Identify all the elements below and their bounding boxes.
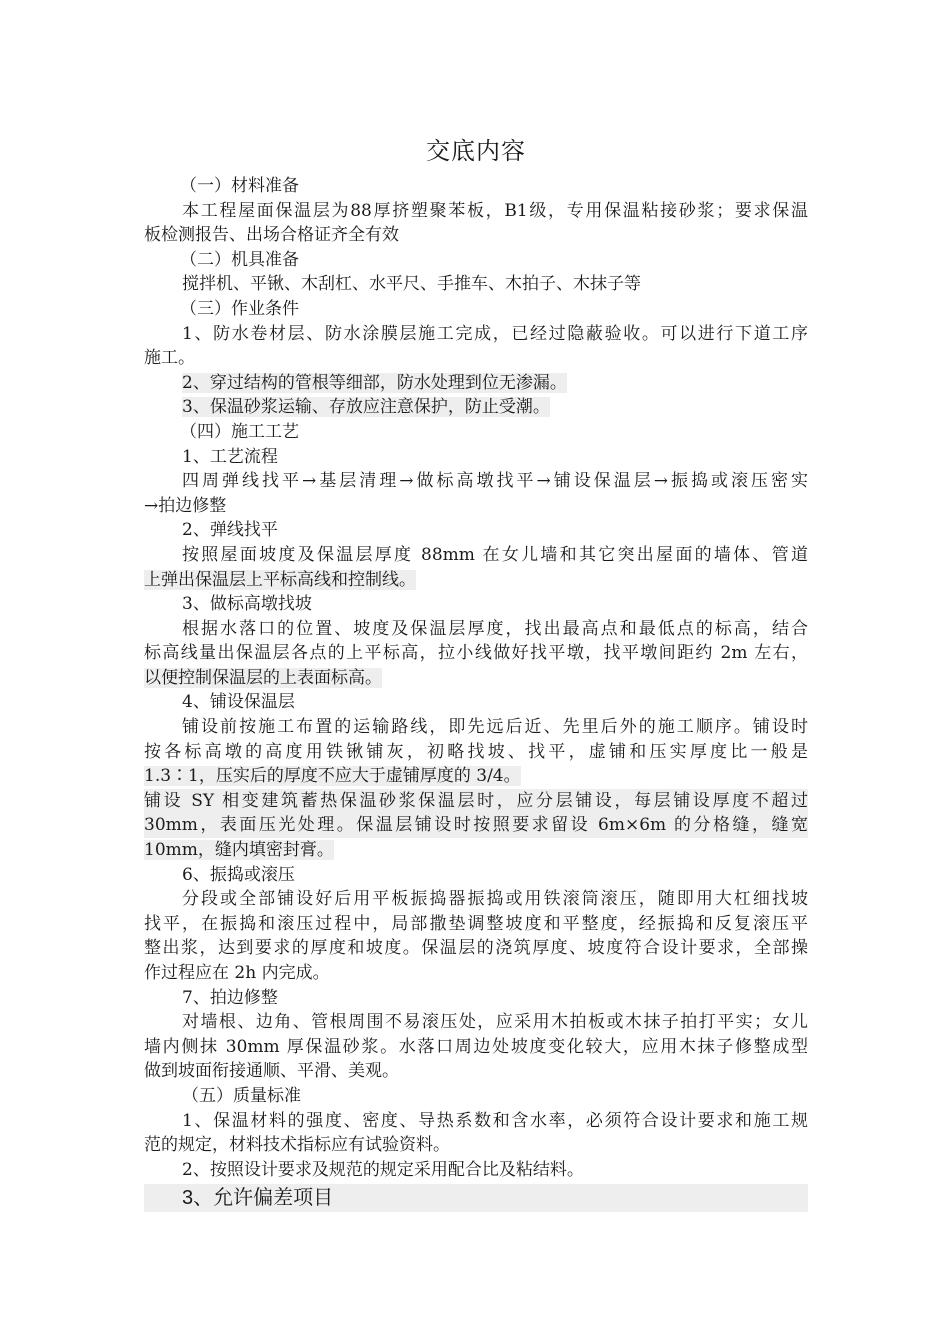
highlighted-text: 10mm，缝内填密封膏。 (144, 840, 334, 861)
subheading: 4、铺设保温层 (182, 692, 295, 713)
paragraph-line: 按各标高墩的高度用铁锹铺灰，初略找坡、找平，虚铺和压实厚度比一般是 (144, 741, 808, 762)
highlighted-text: 以便控制保温层的上表面标高。 (144, 667, 382, 688)
subheading: 7、拍边修整 (182, 987, 278, 1008)
paragraph-line: 整出浆，达到要求的厚度和坡度。保温层的浇筑厚度、坡度符合设计要求，全部操 (144, 938, 808, 959)
section-heading-conditions: （三）作业条件 (180, 298, 299, 319)
paragraph-line: 1、防水卷材层、防水涂膜层施工完成，已经过隐蔽验收。可以进行下道工序 (182, 323, 808, 344)
paragraph-line: 找平，在振捣和滚压过程中，局部撒垫调整坡度和平整度，经振捣和反复滚压平 (144, 913, 808, 934)
document-body (144, 130, 808, 1212)
paragraph-line (144, 666, 808, 691)
paragraph-line: 根据水落口的位置、坡度及保温层厚度，找出最高点和最低点的标高，结合 (182, 618, 808, 639)
paragraph-line (144, 838, 808, 863)
subheading: 2、弹线找平 (182, 520, 278, 541)
highlighted-text: 1.3∶1，压实后的厚度不应大于虚铺厚度的 3/4。 (144, 766, 521, 787)
paragraph-line: 30mm，表面压光处理。保温层铺设时按照要求留设 6m×6m 的分格缝，缝宽 (144, 813, 808, 838)
paragraph-line: 本工程屋面保温层为88厚挤塑聚苯板，B1级，专用保温粘接砂浆；要求保温 (182, 200, 808, 221)
paragraph-line: 作过程应在 2h 内完成。 (144, 963, 330, 983)
paragraph-line: 标高线量出保温层各点的上平标高，拉小线做好找平墩，找平墩间距约 2m 左右， (144, 643, 808, 664)
paragraph-line: 对墙根、边角、管根周围不易滚压处，应采用木拍板或木抹子拍打平实；女儿 (182, 1012, 808, 1033)
paragraph-line (144, 395, 808, 420)
paragraph-line (144, 764, 808, 789)
paragraph-line: 施工。 (144, 348, 195, 369)
subheading: 1、工艺流程 (182, 446, 278, 467)
paragraph-line: 分段或全部铺设好后用平板振捣器振捣或用铁滚筒滚压，随即用大杠细找坡 (182, 889, 808, 910)
paragraph-line: 做到坡面衔接通顺、平滑、美观。 (144, 1061, 399, 1082)
highlighted-text: 3、保温砂浆运输、存放应注意保护，防止受潮。 (182, 397, 550, 418)
highlighted-text: 上弹出保温层上平标高线和控制线。 (144, 569, 416, 590)
paragraph-line (144, 371, 808, 396)
subheading: 3、做标高墩找坡 (182, 594, 312, 615)
paragraph-line: 按照屋面坡度及保温层厚度 88mm 在女儿墙和其它突出屋面的墙体、管道 (182, 544, 808, 565)
section-heading-tools: （二）机具准备 (180, 249, 299, 270)
paragraph-line: 1、保温材料的强度、密度、导热系数和含水率，必须符合设计要求和施工规 (182, 1110, 808, 1131)
paragraph-line: →拍边修整 (144, 495, 227, 516)
paragraph-line (144, 568, 808, 593)
page-title: 交底内容 (426, 137, 526, 165)
paragraph-line: 铺设前按施工布置的运输路线，即先远后近、先里后外的施工顺序。铺设时 (182, 717, 808, 738)
paragraph-line: 墙内侧抹 30mm 厚保温砂浆。水落口周边处坡度变化较大，应用木抹子修整成型 (144, 1036, 808, 1057)
subheading-tolerance: 3、允许偏差项目 (144, 1184, 808, 1212)
paragraph-line: 搅拌机、平锹、木刮杠、水平尺、手推车、木拍子、木抹子等 (182, 274, 641, 295)
paragraph-line: 范的规定，材料技术指标应有试验资料。 (144, 1135, 450, 1156)
paragraph-line: 铺设 SY 相变建筑蓄热保温砂浆保温层时，应分层铺设，每层铺设厚度不超过 (144, 789, 808, 814)
paragraph-line: 四周弹线找平→基层清理→做标高墩找平→铺设保温层→振捣或滚压密实 (182, 471, 808, 492)
section-heading-materials: （一）材料准备 (180, 176, 299, 196)
section-heading-process: （四）施工工艺 (180, 421, 299, 442)
section-heading-quality: （五）质量标准 (182, 1085, 301, 1106)
highlighted-text: 2、穿过结构的管根等细部，防水处理到位无渗漏。 (182, 372, 567, 393)
paragraph-line: 板检测报告、出场合格证齐全有效 (144, 225, 399, 246)
paragraph-line: 2、按照设计要求及规范的规定采用配合比及粘结料。 (182, 1159, 584, 1180)
subheading: 6、振捣或滚压 (182, 864, 295, 885)
